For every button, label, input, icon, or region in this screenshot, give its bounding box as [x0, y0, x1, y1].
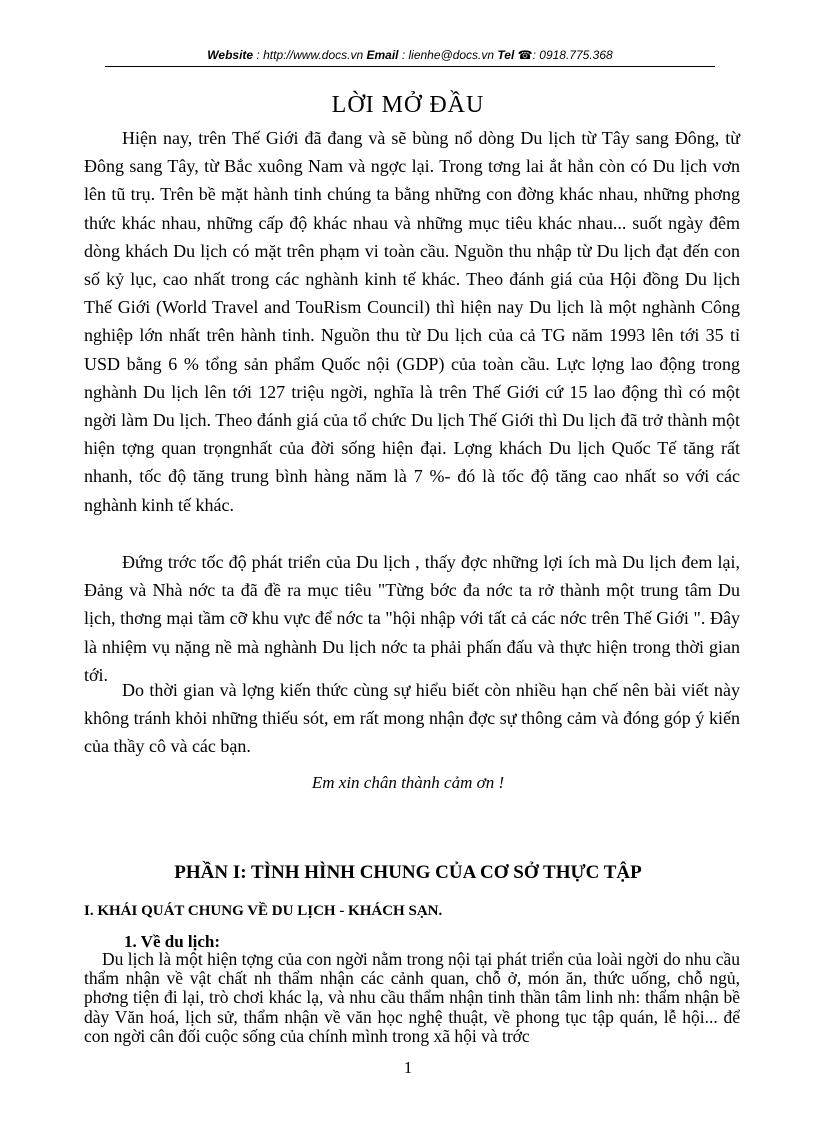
subsection-paragraph: [84, 950, 740, 1046]
tel-label: Tel: [497, 48, 515, 62]
tel-value: : 0918.775.368: [532, 48, 613, 62]
paragraph-text: Du lịch là một hiện tợng của con ngời nằm trong nội tại phát triển của loài ngời do nhu cầu thẩm nhận về vật chất nh thẩm nhận các cảnh quan, chỗ ở, món ăn, thức uống, chỗ ngủ, phơng tiện đi lại, trò chơi khác lạ, và nhu cầu thẩm nhận tinh thần tâm linh nh: thẩm nhận bề dày Văn hoá, lịch sử, thẩm nhận về văn học nghệ thuật, về phong tục tập quán, lễ hội... để con ngời cân đối cuộc sống của chính mình trong xã hội và trớc: [84, 949, 740, 1046]
website-value: : http://www.docs.vn: [253, 48, 367, 62]
document-title: LỜI MỞ ĐẦU: [331, 92, 485, 118]
thanks-line: Em xin chân thành cảm ơn !: [311, 773, 505, 792]
intro-paragraph-3: [84, 676, 740, 761]
part-title: PHẦN I: TÌNH HÌNH CHUNG CỦA CƠ SỞ THỰC TẬP: [174, 862, 642, 883]
page-header: [105, 48, 715, 62]
website-label: Website: [207, 48, 254, 62]
section-title: I. KHÁI QUÁT CHUNG VỀ DU LỊCH - KHÁCH SẠN.: [84, 903, 443, 919]
phone-icon: ☎: [517, 48, 533, 62]
paragraph-text: Đứng trớc tốc độ phát triển của Du lịch , thấy đợc những lợi ích mà Du lịch đem lại, Đảng và Nhà nớc ta đã đề ra mục tiêu "Từng bớc đa nớc ta rở thành một trung tâm Du lịch, thơng mại tầm cỡ khu vực để nớc ta "hội nhập với tất cả các nớc trên Thế Giới ". Đây là nhiệm vụ nặng nề mà nghành Du lịch nớc ta phải phấn đấu và thực hiện trong thời gian tới.: [84, 552, 740, 685]
header-rule: [105, 66, 715, 67]
subsection-title: 1. Về du lịch:: [124, 932, 221, 951]
paragraph-text: Hiện nay, trên Thế Giới đã đang và sẽ bùng nổ dòng Du lịch từ Tây sang Đông, từ Đông sang Tây, từ Bắc xuông Nam và ngợc lại. Trong tơng lai ắt hẳn còn có Du lịch vơn lên tũ trụ. Trên bề mặt hành tinh chúng ta bằng những con đờng khác nhau, những phơng thức khác nhau, những cấp độ khác nhau và những mục tiêu khác nhau... suốt ngày đêm dòng khách Du lịch có mặt trên phạm vi toàn cầu. Nguồn thu nhập từ Du lịch đạt đến con số kỷ lục, cao nhất trong các nghành kinh tế khác. Theo đánh giá của Hội đồng Du lịch Thế Giới (World Travel and TouRism Council) thì hiện nay Du lịch là một nghành Công nghiệp lớn nhất trên hành tinh. Nguồn thu từ Du lịch của cả TG năm 1993 lên tới 35 tỉ USD bằng 6 % tổng sản phẩm Quốc nội (GDP) của toàn cầu. Lực lợng lao động trong nghành Du lịch lên tới 127 triệu ngời, nghĩa là trên Thế Giới cứ 15 lao động thì có một ngời làm Du lịch. Theo đánh giá của tổ chức Du lịch Thế Giới thì Du lịch đã trở thành một hiện tợng quan trọngnhất của đời sống hiện đại. Lợng khách Du lịch Quốc Tế tăng rất nhanh, tốc độ tăng trung bình hàng năm là 7 %- đó là tốc độ tăng cao nhất so với các nghành kinh tế khác.: [84, 128, 740, 515]
email-value: : lienhe@docs.vn: [398, 48, 498, 62]
paragraph-text: Do thời gian và lợng kiến thức cùng sự hiểu biết còn nhiều hạn chế nên bài viết này không tránh khỏi những thiếu sót, em rất mong nhận đợc sự thông cảm và đóng góp ý kiến của thầy cô và các bạn.: [84, 680, 740, 757]
email-label: Email: [366, 48, 399, 62]
page-number: 1: [403, 1058, 413, 1077]
intro-paragraph-1: [84, 124, 740, 519]
intro-paragraph-2: [84, 548, 740, 689]
